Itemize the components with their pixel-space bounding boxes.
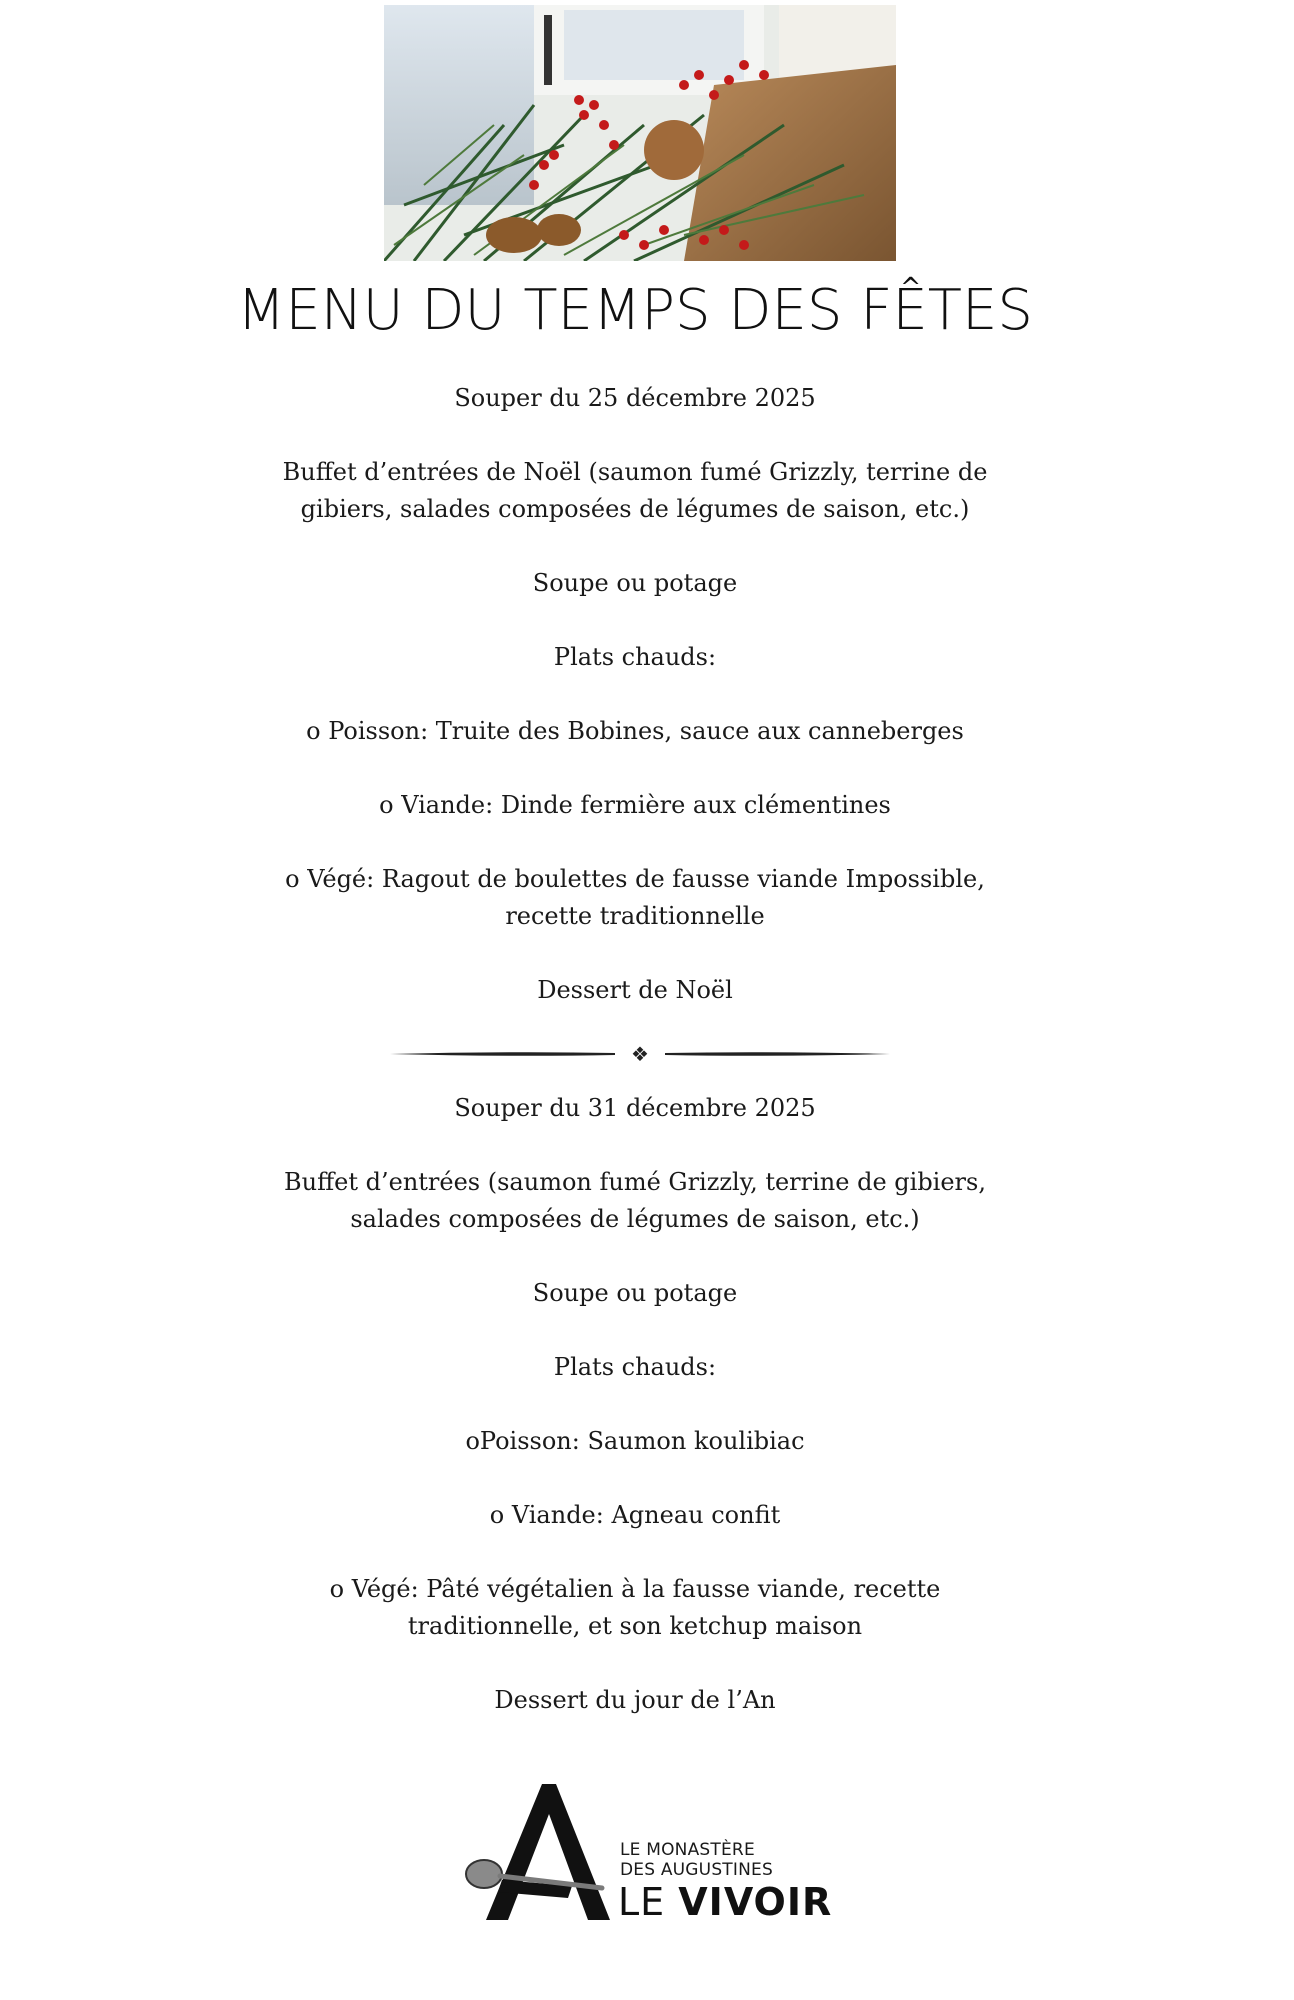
menu-fish: o Poisson: Truite des Bobines, sauce aux canneberges [306,717,964,745]
menu-heading: Souper du 25 décembre 2025 [454,384,816,412]
menu-soup: Soupe ou potage [532,569,738,597]
menu-vege [0,1571,1270,1645]
menu-dessert: Dessert de Noël [537,976,733,1004]
hero-image [384,5,896,261]
menu-hot-dishes: Plats chauds: [553,643,717,671]
logo-line-1: LE MONASTÈRE [620,1840,755,1860]
menu-vege-line: o Végé: Pâté végétalien à la fausse viande, recette [329,1575,941,1603]
menu-section-dec-25 [0,380,1270,1009]
logo-line-3 [618,1880,832,1924]
menu-buffet [0,1164,1270,1238]
menu-buffet-line: Buffet d’entrées (saumon fumé Grizzly, terrine de gibiers, [284,1168,986,1196]
brand-logo [462,1784,833,1934]
menu-buffet-line: gibiers, salades composées de légumes de saison, etc.) [300,495,970,523]
menu-meat: o Viande: Dinde fermière aux clémentines [379,791,891,819]
menu-hot-dishes: Plats chauds: [553,1353,717,1381]
menu-vege-line: recette traditionnelle [505,902,765,930]
logo-vivoir: VIVOIR [678,1880,833,1924]
christmas-garland-photo [384,5,896,261]
menu-heading: Souper du 31 décembre 2025 [454,1094,816,1122]
menu-vege [0,861,1270,935]
menu-vege-line: traditionnelle, et son ketchup maison [407,1612,863,1640]
logo-le: LE [618,1880,679,1924]
menu-section-dec-31 [0,1090,1270,1719]
menu-fish: oPoisson: Saumon koulibiac [465,1427,805,1455]
page-title: MENU DU TEMPS DES FÊTES [237,278,1033,343]
menu-soup: Soupe ou potage [532,1279,738,1307]
menu-dessert: Dessert du jour de l’An [494,1686,776,1714]
section-divider [390,1042,890,1066]
menu-buffet-line: salades composées de légumes de saison, etc.) [350,1205,920,1233]
menu-buffet [0,454,1270,528]
logo-line-2: DES AUGUSTINES [620,1860,773,1880]
monastere-a-spoon-icon [462,1784,612,1934]
menu-meat: o Viande: Agneau confit [489,1501,781,1529]
menu-vege-line: o Végé: Ragout de boulettes de fausse viande Impossible, [285,865,985,893]
divider-ornament-icon: ❖ [631,1042,649,1066]
menu-buffet-line: Buffet d’entrées de Noël (saumon fumé Grizzly, terrine de [282,458,988,486]
